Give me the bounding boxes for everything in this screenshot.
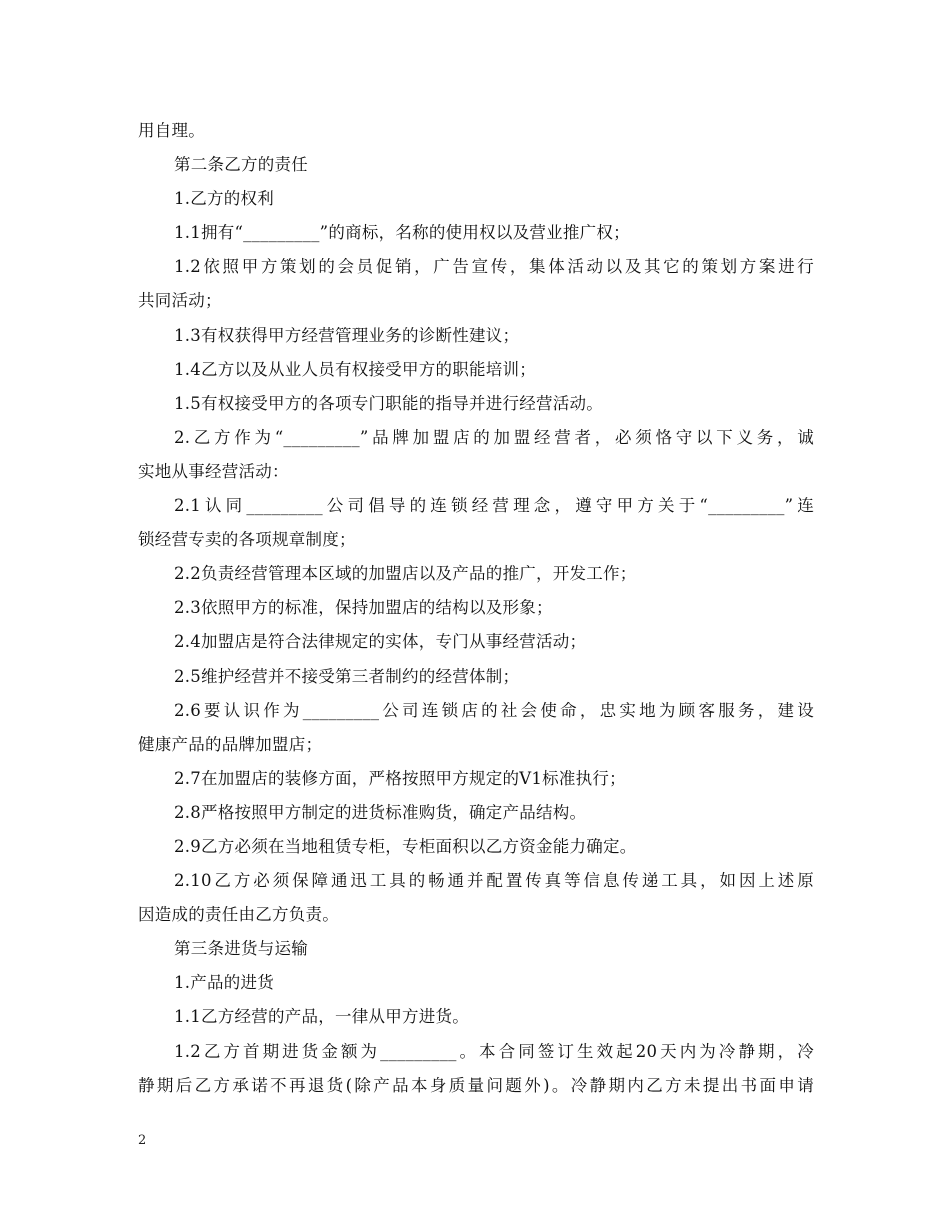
text-line: 用自理。 (138, 121, 205, 140)
text-line: 2.5维护经营并不接受第三者制约的经营体制； (174, 666, 520, 686)
text-line: 第三条进货与运输 (174, 939, 308, 959)
text-line: 2.6要认识作为_________公司连锁店的社会使命，忠实地为顾客服务，建设 (174, 700, 814, 720)
text-line: 2.10乙方必须保障通迅工具的畅通并配置传真等信息传递工具，如因上述原 (174, 871, 814, 891)
text-line: 1.3有权获得甲方经营管理业务的诊断性建议； (174, 325, 520, 345)
text-line: 2.9乙方必须在当地租赁专柜，专柜面积以乙方资金能力确定。 (174, 836, 637, 856)
text-line: 1.乙方的权利 (174, 189, 274, 209)
text-line: 2.7在加盟店的装修方面，严格按照甲方规定的V1标准执行； (174, 768, 626, 788)
text-line: 2.2负责经营管理本区域的加盟店以及产品的推广，开发工作； (174, 564, 637, 584)
text-line: 1.1乙方经营的产品，一律从甲方进货。 (174, 1007, 469, 1027)
page-number: 2 (138, 1133, 147, 1148)
text-line: 健康产品的品牌加盟店； (138, 734, 323, 754)
text-line: 2.乙方作为“_________”品牌加盟店的加盟经营者，必须恪守以下义务，诚 (174, 427, 814, 447)
text-line: 静期后乙方承诺不再退货(除产品本身质量问题外)。冷静期内乙方未提出书面申请 (138, 1075, 814, 1095)
text-line: 第二条乙方的责任 (174, 155, 308, 175)
text-line: 2.1认同_________公司倡导的连锁经营理念，遵守甲方关于“_________”连 (174, 496, 814, 516)
text-line: 实地从事经营活动： (138, 461, 289, 481)
text-line: 1.1拥有“_________”的商标，名称的使用权以及营业推广权； (174, 223, 630, 243)
text-line: 共同活动； (138, 291, 222, 311)
text-line: 2.3依照甲方的标准，保持加盟店的结构以及形象； (174, 598, 553, 618)
text-line: 2.4加盟店是符合法律规定的实体，专门从事经营活动； (174, 632, 587, 652)
text-line: 1.产品的进货 (174, 973, 274, 993)
text-line: 锁经营专卖的各项规章制度； (138, 530, 356, 550)
text-line: 因造成的责任由乙方负责。 (138, 905, 339, 925)
text-line: 1.2乙方首期进货金额为_________。本合同签订生效起20天内为冷静期，冷 (174, 1041, 814, 1061)
document-body (138, 114, 814, 1103)
text-line: 1.4乙方以及从业人员有权接受甲方的职能培训； (174, 359, 536, 379)
text-line: 2.8严格按照甲方制定的进货标准购货，确定产品结构。 (174, 802, 587, 822)
text-line: 1.5有权接受甲方的各项专门职能的指导并进行经营活动。 (174, 393, 603, 413)
text-line: 1.2依照甲方策划的会员促销，广告宣传，集体活动以及其它的策划方案进行 (174, 257, 814, 277)
